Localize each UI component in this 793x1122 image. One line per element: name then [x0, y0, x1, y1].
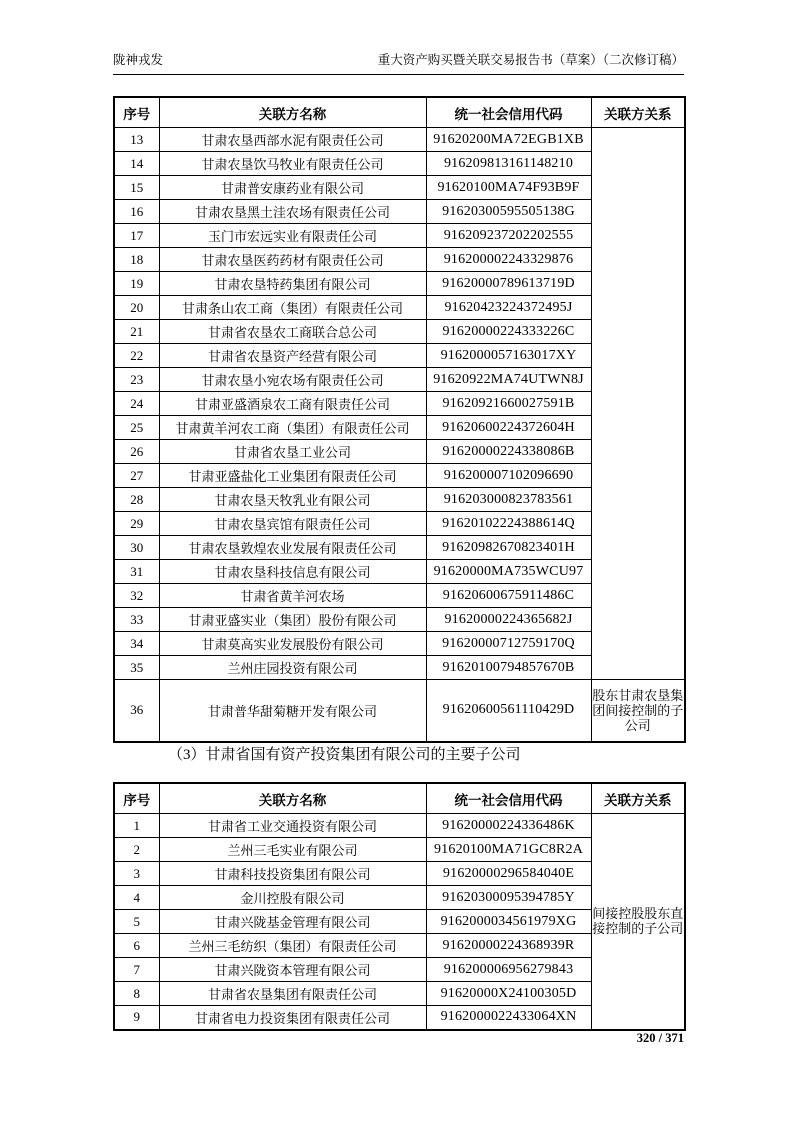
row-index-cell: 36 — [114, 680, 159, 742]
row-index-cell: 20 — [114, 296, 159, 320]
row-index-cell: 28 — [114, 488, 159, 512]
party-name-cell: 甘肃普华甜菊糖开发有限公司 — [159, 680, 426, 742]
row-index-cell: 16 — [114, 200, 159, 224]
party-name-cell: 甘肃农垦小宛农场有限责任公司 — [159, 368, 426, 392]
header-left-title: 陇神戎发 — [113, 53, 164, 67]
credit-code-cell: 9162000022433064XN — [426, 1006, 591, 1030]
row-index-cell: 34 — [114, 632, 159, 656]
row-index-cell: 9 — [114, 1006, 159, 1030]
party-name-cell: 甘肃农垦医药药材有限责任公司 — [159, 248, 426, 272]
party-name-cell: 甘肃农垦西部水泥有限责任公司 — [159, 128, 426, 152]
column-header-index: 序号 — [114, 783, 159, 814]
credit-code-cell: 916200002243329876 — [426, 248, 591, 272]
row-index-cell: 6 — [114, 934, 159, 958]
credit-code-cell: 91620000712759170Q — [426, 632, 591, 656]
party-name-cell: 甘肃亚盛实业（集团）股份有限公司 — [159, 608, 426, 632]
relation-merged-cell: 间接控股股东直接控制的子公司 — [591, 814, 685, 1030]
party-name-cell: 兰州庄园投资有限公司 — [159, 656, 426, 680]
credit-code-cell: 91620600675911486C — [426, 584, 591, 608]
party-name-cell: 甘肃亚盛酒泉农工商有限责任公司 — [159, 392, 426, 416]
row-index-cell: 33 — [114, 608, 159, 632]
row-index-cell: 3 — [114, 862, 159, 886]
related-parties-table-1 — [113, 96, 686, 743]
credit-code-cell: 91620000MA735WCU97 — [426, 560, 591, 584]
credit-code-cell: 916209813161148210 — [426, 152, 591, 176]
credit-code-cell: 91620300095394785Y — [426, 886, 591, 910]
party-name-cell: 甘肃亚盛盐化工业集团有限责任公司 — [159, 464, 426, 488]
credit-code-cell: 916200006956279843 — [426, 958, 591, 982]
party-name-cell: 甘肃农垦饮马牧业有限责任公司 — [159, 152, 426, 176]
header-right-title: 重大资产购买暨关联交易报告书（草案）（二次修订稿） — [377, 53, 684, 67]
column-header-credit-code: 统一社会信用代码 — [426, 97, 591, 128]
credit-code-cell: 91620200MA72EGB1XB — [426, 128, 591, 152]
row-index-cell: 27 — [114, 464, 159, 488]
row-index-cell: 26 — [114, 440, 159, 464]
party-name-cell: 甘肃条山农工商（集团）有限责任公司 — [159, 296, 426, 320]
section-heading: （3）甘肃省国有资产投资集团有限公司的主要子公司 — [168, 747, 521, 763]
row-index-cell: 18 — [114, 248, 159, 272]
party-name-cell: 甘肃农垦天牧乳业有限公司 — [159, 488, 426, 512]
row-index-cell: 13 — [114, 128, 159, 152]
party-name-cell: 甘肃莫高实业发展股份有限公司 — [159, 632, 426, 656]
credit-code-cell: 91620000296584040E — [426, 862, 591, 886]
credit-code-cell: 91620000224333226C — [426, 320, 591, 344]
row-index-cell: 31 — [114, 560, 159, 584]
table-row — [114, 680, 685, 742]
party-name-cell: 甘肃农垦科技信息有限公司 — [159, 560, 426, 584]
party-name-cell: 兰州三毛实业有限公司 — [159, 838, 426, 862]
row-index-cell: 22 — [114, 344, 159, 368]
party-name-cell: 甘肃省农垦资产经营有限公司 — [159, 344, 426, 368]
row-index-cell: 1 — [114, 814, 159, 838]
row-index-cell: 24 — [114, 392, 159, 416]
party-name-cell: 甘肃省农垦工业公司 — [159, 440, 426, 464]
row-index-cell: 2 — [114, 838, 159, 862]
column-header-party-name: 关联方名称 — [159, 783, 426, 814]
row-index-cell: 19 — [114, 272, 159, 296]
column-header-relation: 关联方关系 — [591, 97, 685, 128]
row-index-cell: 5 — [114, 910, 159, 934]
party-name-cell: 甘肃兴陇资本管理有限公司 — [159, 958, 426, 982]
row-index-cell: 8 — [114, 982, 159, 1006]
credit-code-cell: 91620921660027591B — [426, 392, 591, 416]
party-name-cell: 甘肃省农垦集团有限责任公司 — [159, 982, 426, 1006]
credit-code-cell: 916200007102096690 — [426, 464, 591, 488]
party-name-cell: 甘肃农垦黑土洼农场有限责任公司 — [159, 200, 426, 224]
table-header-row — [114, 783, 685, 814]
column-header-relation: 关联方关系 — [591, 783, 685, 814]
column-header-credit-code: 统一社会信用代码 — [426, 783, 591, 814]
credit-code-cell: 9162000057163017XY — [426, 344, 591, 368]
credit-code-cell: 91620000224365682J — [426, 608, 591, 632]
credit-code-cell: 9162000034561979XG — [426, 910, 591, 934]
credit-code-cell: 91620100794857670B — [426, 656, 591, 680]
row-index-cell: 25 — [114, 416, 159, 440]
party-name-cell: 甘肃科技投资集团有限公司 — [159, 862, 426, 886]
party-name-cell: 金川控股有限公司 — [159, 886, 426, 910]
party-name-cell: 甘肃省农垦农工商联合总公司 — [159, 320, 426, 344]
credit-code-cell: 91620982670823401H — [426, 536, 591, 560]
party-name-cell: 甘肃普安康药业有限公司 — [159, 176, 426, 200]
credit-code-cell: 916209237202202555 — [426, 224, 591, 248]
credit-code-cell: 91620000224368939R — [426, 934, 591, 958]
credit-code-cell: 91620100MA71GC8R2A — [426, 838, 591, 862]
relation-cell: 股东甘肃农垦集团间接控制的子公司 — [591, 680, 685, 742]
table-header-row — [114, 97, 685, 128]
table1-body — [114, 128, 685, 742]
row-index-cell: 30 — [114, 536, 159, 560]
credit-code-cell: 91620000224338086B — [426, 440, 591, 464]
running-header — [113, 50, 684, 75]
table-row — [114, 128, 685, 152]
column-header-party-name: 关联方名称 — [159, 97, 426, 128]
credit-code-cell: 91620300595505138G — [426, 200, 591, 224]
table2-body — [114, 814, 685, 1030]
row-index-cell: 29 — [114, 512, 159, 536]
credit-code-cell: 91620000224336486K — [426, 814, 591, 838]
party-name-cell: 甘肃省工业交通投资有限公司 — [159, 814, 426, 838]
credit-code-cell: 91620600224372604H — [426, 416, 591, 440]
row-index-cell: 21 — [114, 320, 159, 344]
credit-code-cell: 91620000X24100305D — [426, 982, 591, 1006]
party-name-cell: 甘肃农垦宾馆有限责任公司 — [159, 512, 426, 536]
row-index-cell: 14 — [114, 152, 159, 176]
row-index-cell: 35 — [114, 656, 159, 680]
credit-code-cell: 91620100MA74F93B9F — [426, 176, 591, 200]
row-index-cell: 23 — [114, 368, 159, 392]
credit-code-cell: 91620000789613719D — [426, 272, 591, 296]
party-name-cell: 甘肃兴陇基金管理有限公司 — [159, 910, 426, 934]
party-name-cell: 甘肃省电力投资集团有限责任公司 — [159, 1006, 426, 1030]
party-name-cell: 玉门市宏远实业有限责任公司 — [159, 224, 426, 248]
row-index-cell: 15 — [114, 176, 159, 200]
credit-code-cell: 916203000823783561 — [426, 488, 591, 512]
credit-code-cell: 91620423224372495J — [426, 296, 591, 320]
credit-code-cell: 91620922MA74UTWN8J — [426, 368, 591, 392]
party-name-cell: 兰州三毛纺织（集团）有限责任公司 — [159, 934, 426, 958]
row-index-cell: 17 — [114, 224, 159, 248]
relation-merged-cell — [591, 128, 685, 680]
related-parties-table-2 — [113, 782, 686, 1031]
party-name-cell: 甘肃黄羊河农工商（集团）有限责任公司 — [159, 416, 426, 440]
party-name-cell: 甘肃农垦敦煌农业发展有限责任公司 — [159, 536, 426, 560]
party-name-cell: 甘肃省黄羊河农场 — [159, 584, 426, 608]
table-row — [114, 814, 685, 838]
page-number: 320 / 371 — [636, 1031, 684, 1045]
credit-code-cell: 91620102224388614Q — [426, 512, 591, 536]
credit-code-cell: 91620600561110429D — [426, 680, 591, 742]
row-index-cell: 7 — [114, 958, 159, 982]
row-index-cell: 32 — [114, 584, 159, 608]
party-name-cell: 甘肃农垦特药集团有限公司 — [159, 272, 426, 296]
column-header-index: 序号 — [114, 97, 159, 128]
row-index-cell: 4 — [114, 886, 159, 910]
